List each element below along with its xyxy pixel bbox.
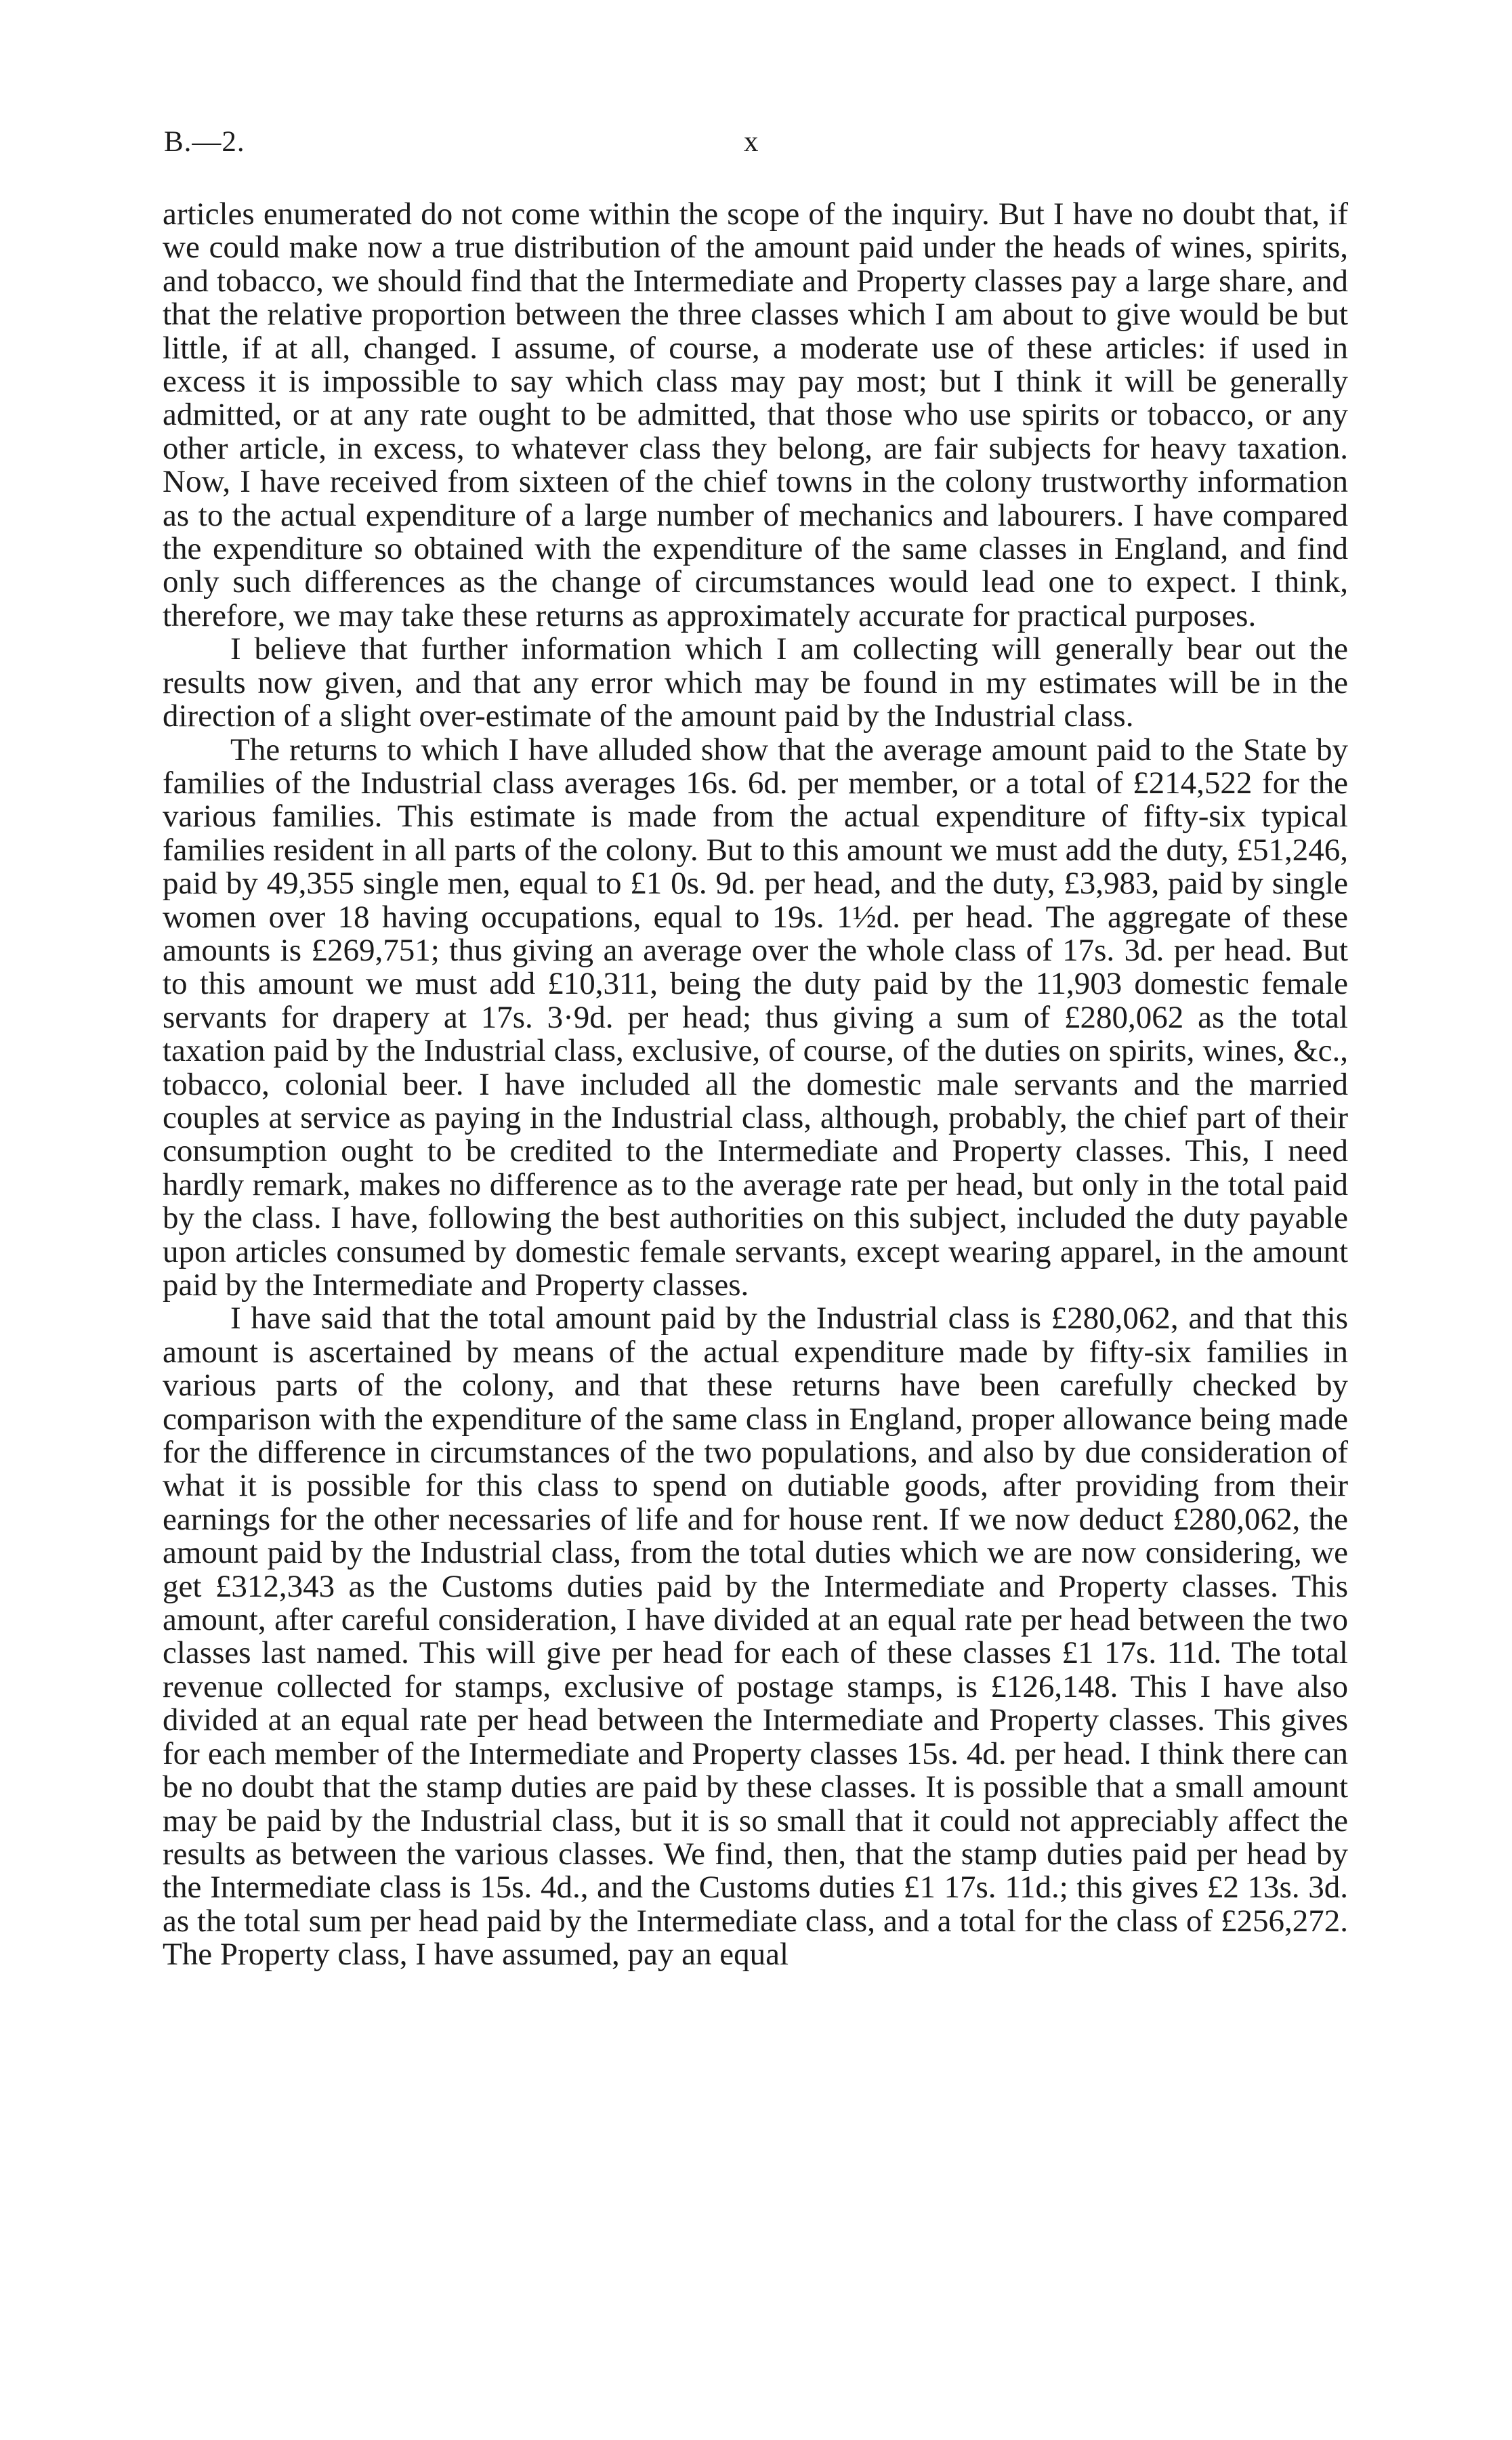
paragraph: I believe that further information which I am collecting will generally bear out the results now given, and that any error which may be found in my estimates will be in the direction of a slight over-estimate of the amount paid by the Industrial class.: [163, 631, 1348, 734]
page-number: x: [744, 126, 759, 158]
paragraph: I have said that the total amount paid by the Industrial class is £280,062, and that this amount is ascertained by means of the actual expenditure made by fifty-six families in various parts of the colony, and that these returns have been carefully checked by comparison with the expenditure of the same class in England, proper allowance being made for the difference in circumstances of the two populations, and also by due consideration of what it is possible for this class to spend on dutiable goods, after providing from their earnings for the other necessaries of life and for house rent. If we now deduct £280,062, the amount paid by the Industrial class, from the total duties which we are now considering, we get £312,343 as the Customs duties paid by the Intermediate and Property classes. This amount, after careful consideration, I have divided at an equal rate per head between the two classes last named. This will give per head for each of these classes £1 17s. 11d. The total revenue collected for stamps, exclusive of postage stamps, is £126,148. This I have also divided at an equal rate per head between the Intermediate and Property classes. This gives for each member of the Intermediate and Property classes 15s. 4d. per head. I think there can be no doubt that the stamp duties are paid by these classes. It is possible that a small amount may be paid by the Industrial class, but it is so small that it could not appreciably affect the results as between the various classes. We find, then, that the stamp duties paid per head by the Intermediate class is 15s. 4d., and the Customs duties £1 17s. 11d.; this gives £2 13s. 3d. as the total sum per head paid by the Intermediate class, and a total for the class of £256,272. The Property class, I have assumed, pay an equal: [163, 1301, 1348, 1973]
paragraph: The returns to which I have alluded show that the average amount paid to the State by families of the Industrial class averages 16s. 6d. per member, or a total of £214,522 for the various families. This estimate is made from the actual expenditure of fifty-six typical families resident in all parts of the colony. But to this amount we must add the duty, £51,246, paid by 49,355 single men, equal to £1 0s. 9d. per head, and the duty, £3,983, paid by single women over 18 having occupations, equal to 19s. 1½d. per head. The aggregate of these amounts is £269,751; thus giving an average over the whole class of 17s. 3d. per head. But to this amount we must add £10,311, being the duty paid by the 11,903 domestic female servants for drapery at 17s. 3·9d. per head; thus giving a sum of £280,062 as the total taxation paid by the Industrial class, exclusive, of course, of the duties on spirits, wines, &c., tobacco, colonial beer. I have included all the domestic male servants and the married couples at service as paying in the Industrial class, although, probably, the chief part of their consumption ought to be credited to the Intermediate and Property classes. This, I need hardly remark, makes no difference as to the average rate per head, but only in the total paid by the class. I have, following the best authorities on this subject, included the duty payable upon articles consumed by domestic female servants, except wearing apparel, in the amount paid by the Intermediate and Property classes.: [163, 732, 1348, 1303]
body-text: [163, 198, 1348, 1972]
paragraph: articles enumerated do not come within the scope of the inquiry. But I have no doubt that, if we could make now a true distribution of the amount paid under the heads of wines, spirits, and tobacco, we should find that the Intermediate and Property classes pay a large share, and that the relative proportion between the three classes which I am about to give would be but little, if at all, changed. I assume, of course, a moderate use of these articles: if used in excess it is impossible to say which class may pay most; but I think it will be generally admitted, or at any rate ought to be admitted, that those who use spirits or tobacco, or any other article, in excess, to whatever class they belong, are fair subjects for heavy taxation. Now, I have received from sixteen of the chief towns in the colony trustworthy information as to the actual expenditure of a large number of mechanics and labourers. I have compared the expenditure so obtained with the expenditure of the same classes in England, and find only such differences as the change of circumstances would lead one to expect. I think, therefore, we may take these returns as approximately accurate for practical purposes.: [163, 196, 1348, 633]
document-reference: B.—2.: [164, 126, 245, 158]
